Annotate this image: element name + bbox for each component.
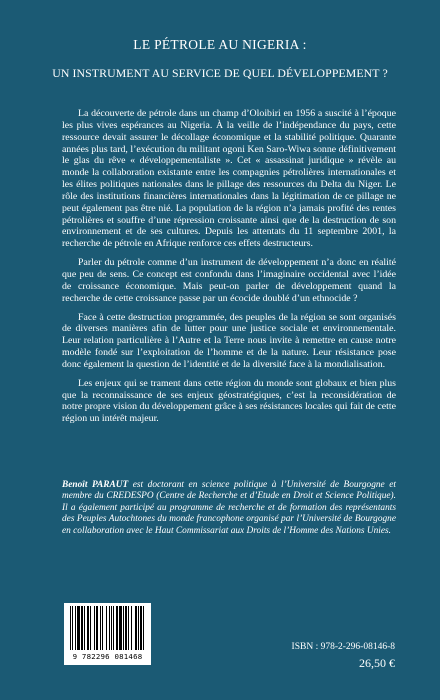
price: 26,50 € xyxy=(359,656,395,670)
blurb-paragraph: Les enjeux qui se trament dans cette région du monde sont globaux et bien plus que la reconnaissance de ses enjeux géostratégiques, c’est la reconsidération de notre propre vision du développement grâce à ses résistances locales qui fait de cette région un intérêt majeur. xyxy=(62,377,396,425)
book-title: LE PÉTROLE AU NIGERIA : xyxy=(133,37,307,52)
author-bio-text: est doctorant en science politique à l’Université de Bourgogne et membre du CREDESPO (Centre de Recherche et d’Etude en Droit et Science Politique). Il a également participé au programme de recherche et de formation des représentants des Peuples Autochtones du monde francophone organisé par l’Université de Bourgogne en collaboration avec le Haut Commissariat aux Droits de l’Homme des Nations Unies. xyxy=(62,480,396,536)
book-subtitle: UN INSTRUMENT AU SERVICE DE QUEL DÉVELOPPEMENT ? xyxy=(52,66,388,80)
blurb-paragraph: Parler du pétrole comme d’un instrument de développement n’a donc en réalité que peu de sens. Ce concept est confondu dans l’imaginaire occidental avec l’idée de croissance économique. Mais peut-on parler de développement quand la recherche de cette croissance passe par un écocide doublé d’un ethnocide ? xyxy=(62,257,396,304)
author-name: Benoît PARAUT xyxy=(62,480,129,490)
barcode-bars-icon xyxy=(69,606,146,652)
barcode xyxy=(64,603,151,665)
barcode-digits: 9 782296 081468 xyxy=(72,652,143,661)
author-bio xyxy=(62,480,396,537)
blurb xyxy=(62,108,396,432)
blurb-paragraph: Face à cette destruction programmée, des peuples de la région se sont organisés de diverses manières afin de lutter pour une justice sociale et environnementale. Leur relation particulière à l’Autre et la Terre nous invite à remettre en cause notre modèle fondé sur l’exploitation de l’homme et de la nature. Leur résistance pose donc également la question de l’identité et de la diversité face à la mondialisation. xyxy=(62,311,396,370)
isbn: ISBN : 978-2-296-08146-8 xyxy=(291,642,395,652)
blurb-paragraph: La découverte de pétrole dans un champ d’Oloibiri en 1956 a suscité à l’époque les plus vives espérances au Nigeria. À la veille de l’indépendance du pays, cette ressource devait assurer le décollage économique et la stabilité politique. Quarante années plus tard, l’exécution du militant ogoni Ken Saro-Wiwa sonne définitivement le glas du rêve « développementaliste ». Cet « assassinat juridique » révèle au monde la collaboration existante entre les compagnies pétrolières internationales et les élites politiques nationales dans le pillage des ressources du Delta du Niger. Le rôle des institutions financières internationales dans la légitimation de ce pillage ne peut également pas être nié. La population de la région n’a jamais profité des rentes pétrolières et souffre d’une répression croissante ainsi que de la destruction de son environnement et de ses cultures. Depuis les attentats du 11 septembre 2001, la recherche de pétrole en Afrique renforce ces effets destructeurs. xyxy=(62,108,396,250)
